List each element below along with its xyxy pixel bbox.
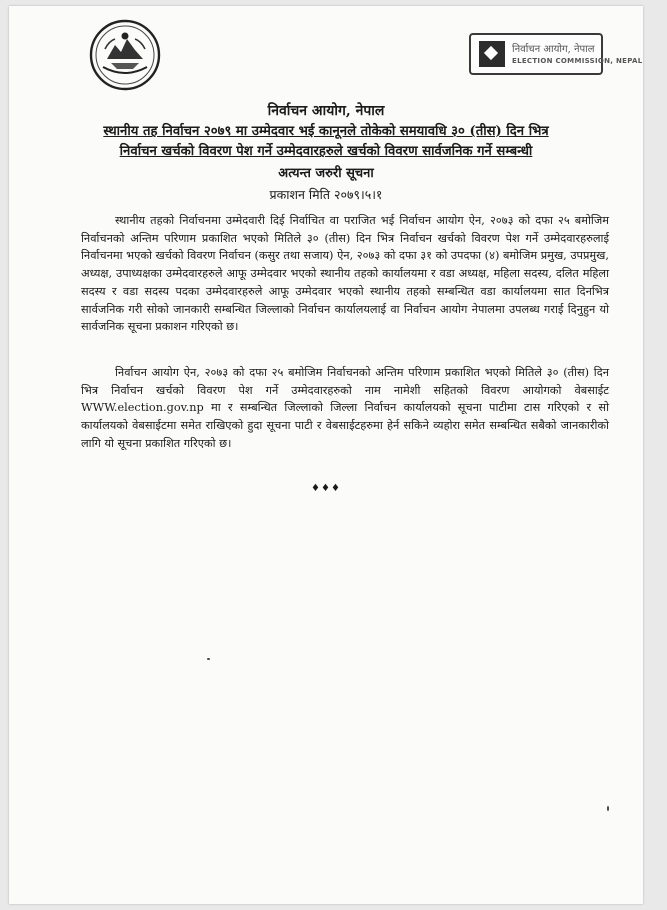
logo-text-english: ELECTION COMMISSION, NEPAL	[512, 57, 643, 65]
election-commission-logo	[469, 33, 643, 75]
nepal-emblem-icon	[89, 19, 161, 91]
notice-paragraph-1: स्थानीय तहको निर्वाचनमा उम्मेदवारी दिई निर्वाचित वा पराजित भई निर्वाचन आयोग ऐन, २०७३ को दफा २५ बमोजिम निर्वाचनको अन्तिम परिणाम प्रकाशित भएको मितिले ३० (तीस) दिन भित्र निर्वाचन खर्चको विवरण पेश गर्ने उम्मेदवारहरुलाई निर्वाचनमा भएको खर्चको विवरण निर्वाचन (कसुर तथा सजाय) ऐन, २०७३ को दफा ३१ को उपदफा (४) बमोजिम प्रमुख, उपप्रमुख, अध्यक्ष, उपाध्यक्षका उम्मेदवारहरुले आफू उम्मेदवार भएको स्थानीय तहको कार्यालयमा र वडा अध्यक्ष, महिला सदस्य, दलित महिला सदस्य र वडा सदस्य पदका उम्मेदवारहरुले आफू उम्मेदवार भएको स्थानीय तहको सम्बन्धित वडा कार्यालयमा सात दिनभित्र सार्वजनिक गरी सोको जानकारी सम्बन्धित जिल्लाको निर्वाचन कार्यालयलाई वा निर्वाचन आयोग नेपालमा उपलब्ध गराई दिनुहुन यो सार्वजनिक सूचना प्रकाशन गरिएको छ।	[81, 214, 609, 334]
notice-subject-line-1: स्थानीय तह निर्वाचन २०७९ मा उम्मेदवार भई कानूनले तोकेको समयावधि ३० (तीस) दिन भित्र	[103, 124, 549, 139]
notice-subject-line-2: निर्वाचन खर्चको विवरण पेश गर्ने उम्मेदवारहरुले खर्चको विवरण सार्वजनिक गर्ने सम्बन्धी	[119, 144, 533, 159]
scan-speck	[607, 806, 609, 811]
document-page	[9, 6, 643, 904]
notice-paragraph-2: निर्वाचन आयोग ऐन, २०७३ को दफा २५ बमोजिम निर्वाचनको अन्तिम परिणाम प्रकाशित भएको मितिले ३० (तीस) दिन भित्र निर्वाचन खर्चको विवरण पेश गर्ने उम्मेदवारहरुको नाम नामेशी सहितको विवरण आयोगको वेबसाईट WWW.election.gov.np मा र सम्बन्धित जिल्लाको जिल्ला निर्वाचन कार्यालयको सूचना पाटीमा टास गरिएको र सो कार्यालयको वेबसाईटमा समेत राखिएको हुदा सूचना पाटी र वेबसाईटहरुमा हेर्न सकिने व्यहोरा समेत सम्बन्धित सबैको जानकारीको लागि यो सूचना प्रकाशित गरिएको छ।	[81, 366, 609, 450]
organization-name: निर्वाचन आयोग, नेपाल	[267, 103, 385, 119]
logo-text-nepali: निर्वाचन आयोग, नेपाल	[512, 44, 595, 55]
end-separator: ♦♦♦	[311, 483, 341, 494]
notice-heading: अत्यन्त जरुरी सूचना	[278, 166, 374, 181]
publish-date: प्रकाशन मिति २०७९।५।१	[269, 187, 383, 202]
election-commission-logo-icon	[479, 41, 505, 67]
scan-speck	[207, 658, 210, 660]
